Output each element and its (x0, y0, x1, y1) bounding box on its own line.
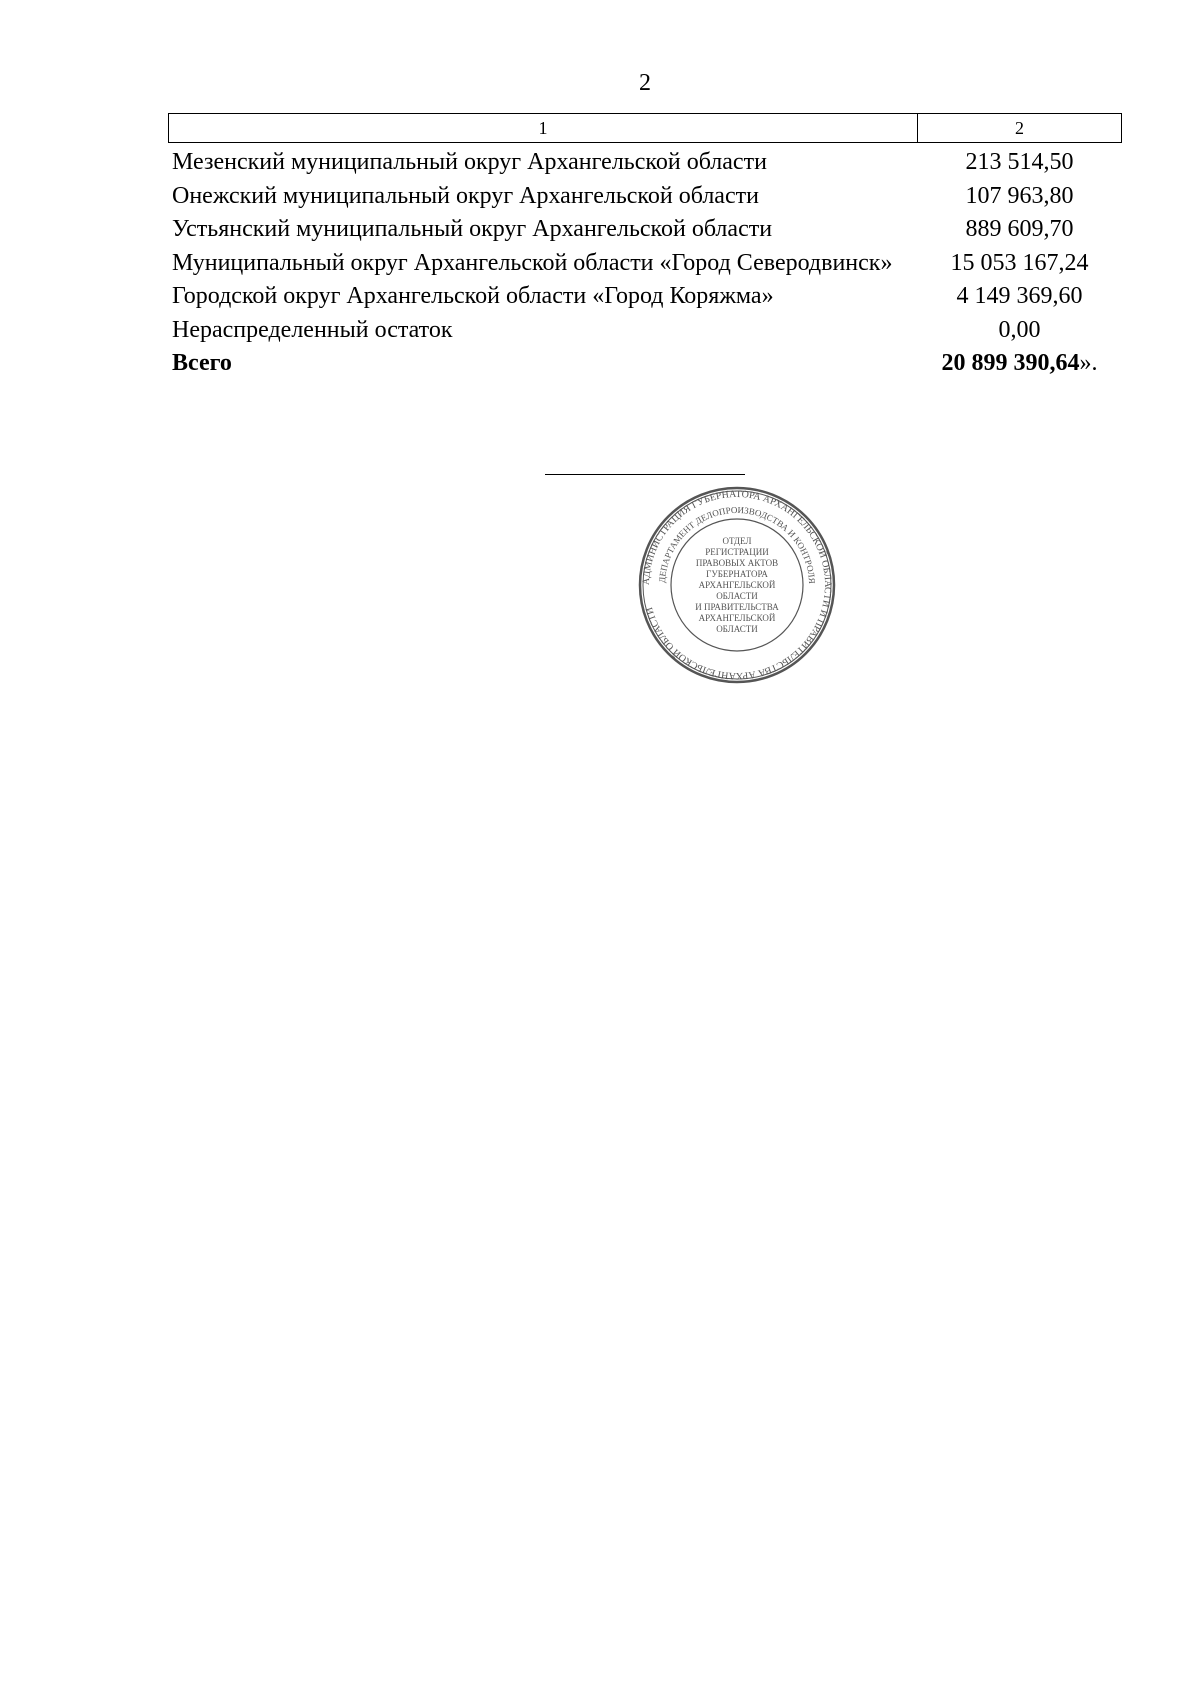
total-amount (917, 350, 1122, 377)
closing-quote: ». (1079, 350, 1098, 377)
municipality-name: Нераспределенный остаток (172, 316, 453, 343)
total-row (168, 347, 1122, 381)
amount-value: 15 053 167,24 (950, 249, 1089, 276)
amount-value: 213 514,50 (965, 149, 1074, 176)
page-number: 2 (639, 70, 651, 96)
table-row (168, 247, 1122, 281)
column-header-2: 2 (1015, 117, 1024, 138)
municipality-name: Муниципальный округ Архангельской области «Город Северодвинск» (172, 249, 893, 276)
stamp-ring-text: ДЕПАРТАМЕНТ ДЕЛОПРОИЗВОДСТВА И КОНТРОЛЯ (656, 504, 818, 585)
municipality-name: Онежский муниципальный округ Архангельской области (172, 182, 759, 209)
table-row (168, 146, 1122, 180)
amount-value: 107 963,80 (965, 182, 1074, 209)
stamp-center-line: ОТДЕЛ (722, 536, 752, 546)
amount-value: 0,00 (998, 316, 1041, 343)
stamp-center-line: И ПРАВИТЕЛЬСТВА (695, 602, 779, 612)
stamp-center-line: ГУБЕРНАТОРА (706, 569, 768, 579)
municipality-name: Мезенский муниципальный округ Архангельской области (172, 149, 767, 176)
amount-value: 889 609,70 (965, 216, 1074, 243)
table-row (168, 314, 1122, 348)
municipality-name: Устьянский муниципальный округ Архангельской области (172, 216, 773, 243)
stamp-center-text (695, 536, 779, 634)
separator-line (545, 474, 745, 475)
amount-value: 4 149 369,60 (956, 283, 1083, 310)
table-header (168, 113, 1122, 143)
official-seal-stamp (637, 485, 837, 685)
stamp-outer-text: АДМИНИСТРАЦИЯ ГУБЕРНАТОРА АРХАНГЕЛЬСКОЙ ОБЛАСТИ И ПРАВИТЕЛЬСТВА АРХАНГЕЛЬСКОЙ ОБЛАСТИ (640, 488, 834, 682)
total-label: Всего (172, 350, 232, 377)
total-value: 20 899 390,64 (941, 350, 1080, 377)
allocation-table (168, 146, 1122, 381)
table-row (168, 213, 1122, 247)
stamp-center-line: АРХАНГЕЛЬСКОЙ (698, 580, 776, 590)
municipality-name: Городской округ Архангельской области «Город Коряжма» (172, 283, 774, 310)
column-header-1: 1 (169, 114, 918, 142)
stamp-center-line: ОБЛАСТИ (716, 624, 758, 634)
stamp-center-line: АРХАНГЕЛЬСКОЙ (698, 613, 776, 623)
stamp-center-line: РЕГИСТРАЦИИ (705, 547, 769, 557)
table-row (168, 280, 1122, 314)
stamp-center-line: ОБЛАСТИ (716, 591, 758, 601)
stamp-center-line: ПРАВОВЫХ АКТОВ (695, 558, 779, 568)
table-row (168, 180, 1122, 214)
